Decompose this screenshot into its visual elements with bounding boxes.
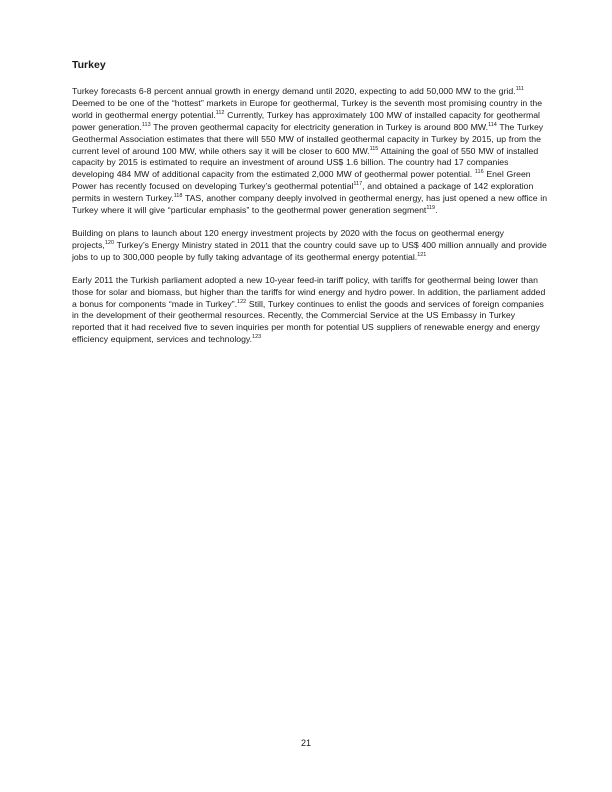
section-heading: Turkey bbox=[72, 59, 106, 71]
footnote-marker: 114 bbox=[488, 121, 497, 128]
paragraph-text: Early 2011 the Turkish parliament adopted a new 10-year feed-in tariff policy, with tariffs for geothermal being lower than those for solar and biomass, but higher than the tariffs for wind energy and hydro power. In addition, the parliament added a bonus for components “made in Turkey”. bbox=[72, 274, 546, 309]
paragraph-text: The Turkey Geothermal Association estimates that there will 550 MW of installed geothermal capacity in Turkey by 2015, up from the current level of around 100 MW, while others say it will be closer to 600 MW. bbox=[72, 121, 544, 156]
footnote-marker: 115 bbox=[369, 145, 379, 152]
paragraph-text: Still, Turkey continues to enlist the goods and services of foreign companies in the development of their geothermal resources. Recently, the Commercial Service at the US Embassy in Turkey reported that it had received five to seven inquiries per month for potential US suppliers of renewable energy and energy efficiency equipment, services and technology. bbox=[72, 298, 544, 345]
footnote-marker: 122 bbox=[237, 298, 247, 305]
paragraph-feed-in-tariff bbox=[72, 275, 548, 346]
footnote-marker: 112 bbox=[215, 109, 225, 116]
page-number: 21 bbox=[300, 738, 311, 748]
paragraph-text: Deemed to be one of the “hottest” markets in Europe for geothermal, Turkey is the seventh most promising country in the world in geothermal energy potential. bbox=[72, 97, 543, 120]
paragraph-text: , and obtained a package of 142 exploration permits in western Turkey. bbox=[72, 181, 534, 204]
paragraph-energy-ministry bbox=[72, 228, 548, 264]
paragraph-text: The proven geothermal capacity for electricity generation in Turkey is around 800 MW. bbox=[150, 121, 489, 132]
paragraph-turkey-overview bbox=[72, 86, 548, 217]
footnote-marker: 123 bbox=[252, 334, 262, 341]
paragraph-text: TAS, another company deeply involved in geothermal energy, has just opened a new office in Turkey where it will give “particular emphasis” to the geothermal power generation segment bbox=[72, 193, 548, 216]
paragraph-text: . bbox=[435, 205, 438, 216]
paragraph-text: Turkey forecasts 6-8 percent annual growth in energy demand until 2020, expecting to add 50,000 MW to the grid. bbox=[72, 86, 516, 96]
paragraph-text: Building on plans to launch about 120 energy investment projects by 2020 with the focus on geothermal energy projects, bbox=[72, 227, 505, 250]
paragraph-text: Enel Green Power has recently focused on developing Turkey’s geothermal potential bbox=[72, 169, 531, 192]
paragraph-text: Attaining the goal of 550 MW of installed capacity by 2015 is estimated to require an investment of around US$ 1.6 billion. The country had 17 companies developing 484 MW of additional capacity from the estimated 2,000 MW of geothermal power potential. bbox=[72, 145, 539, 180]
footnote-marker: 116 bbox=[474, 169, 484, 176]
footnote-marker: 111 bbox=[515, 86, 524, 93]
footnote-marker: 118 bbox=[173, 193, 183, 200]
footnote-marker: 117 bbox=[353, 181, 363, 188]
footnote-marker: 113 bbox=[141, 121, 151, 128]
footnote-marker: 119 bbox=[426, 205, 436, 212]
page-content bbox=[72, 59, 548, 357]
paragraph-text: Turkey’s Energy Ministry stated in 2011 that the country could save up to US$ 400 million annually and provide jobs to up to 300,000 people by fully taking advantage of its geothermal energy potential. bbox=[72, 239, 547, 262]
paragraph-text: Currently, Turkey has approximately 100 MW of installed capacity for geothermal power generation. bbox=[72, 109, 540, 132]
footnote-marker: 121 bbox=[417, 251, 427, 258]
footnote-marker: 120 bbox=[104, 239, 115, 246]
